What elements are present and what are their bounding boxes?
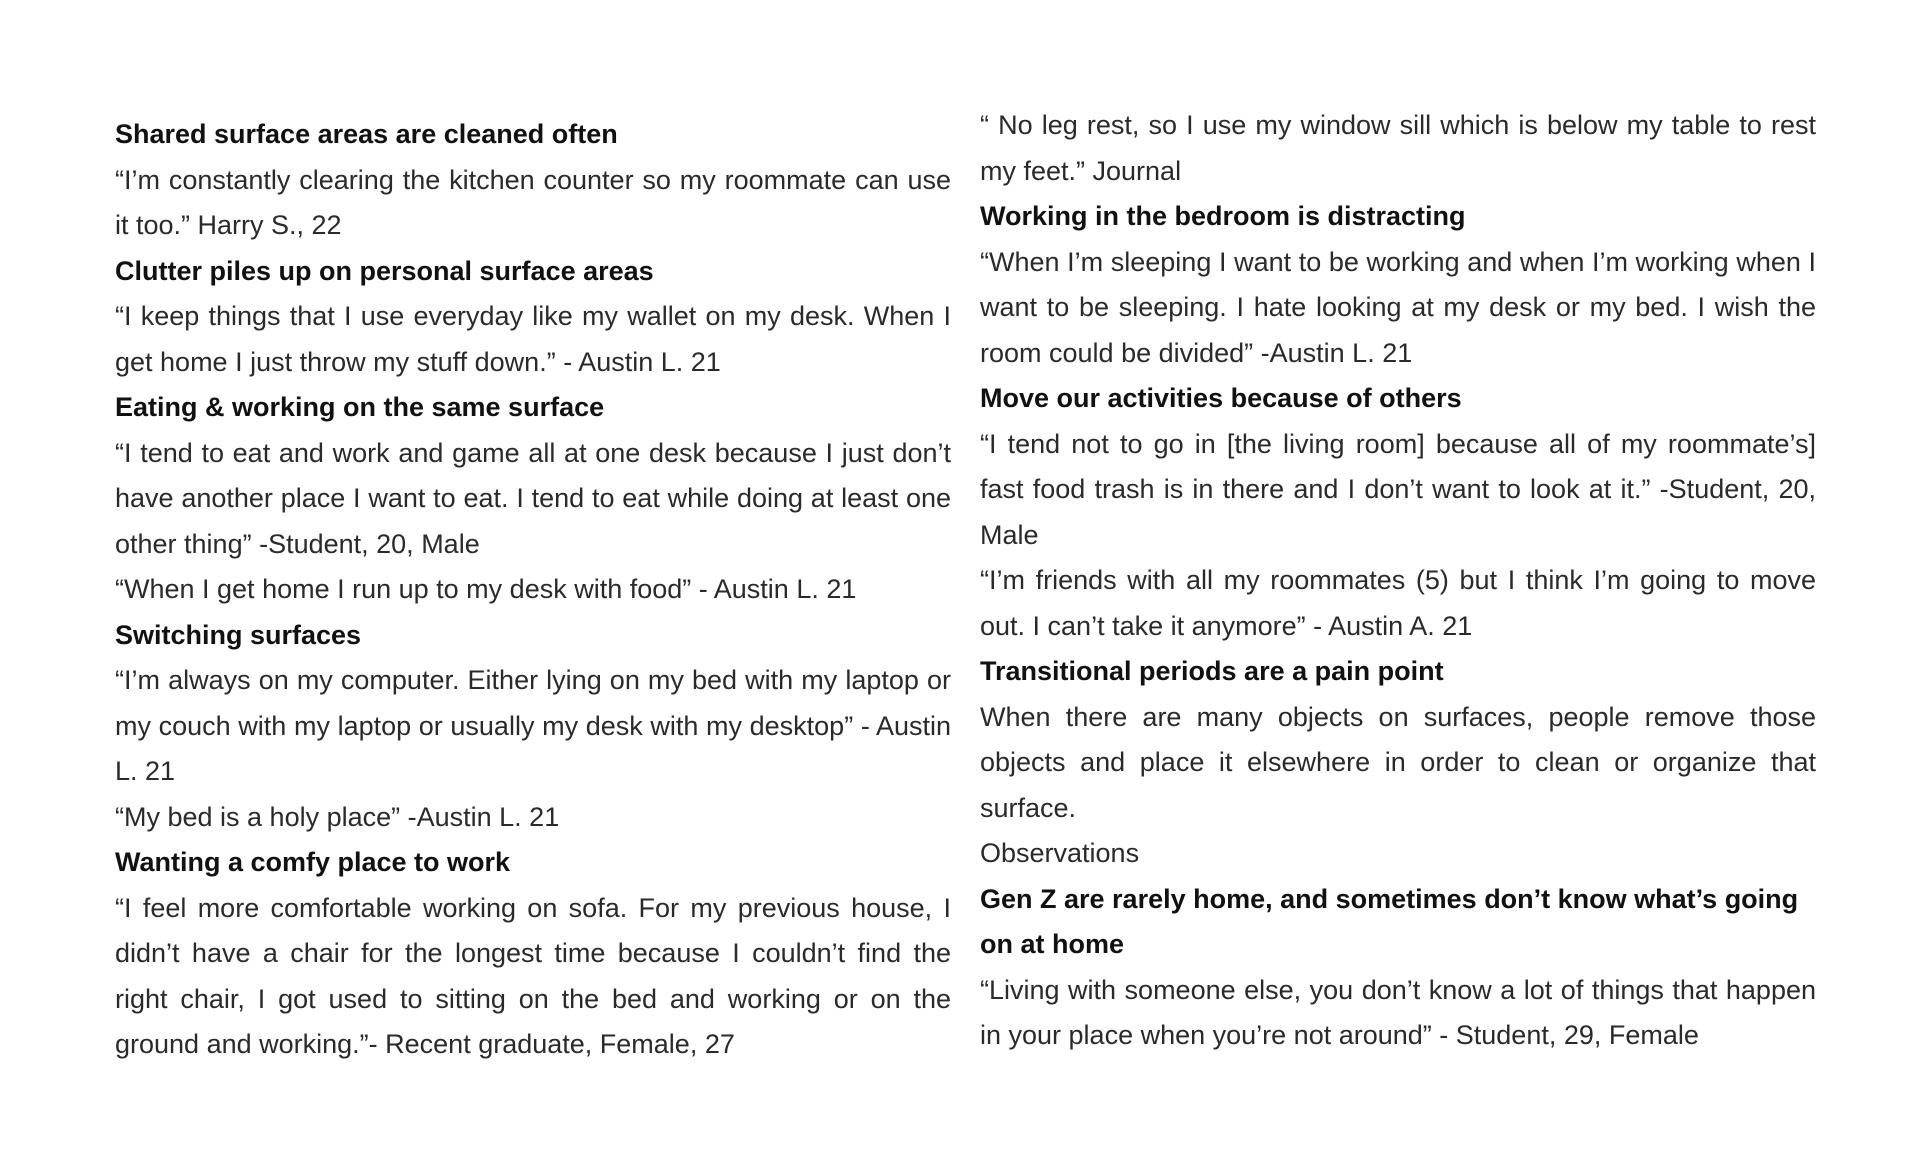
quote-paragraph: “I keep things that I use everyday like my wallet on my desk. When I get home I just throw my stuff down.” - Austin L. 21 (115, 301, 951, 377)
quote-paragraph: “When I’m sleeping I want to be working and when I’m working when I want to be sleeping. I hate looking at my desk or my bed. I wish the room could be divided” -Austin L. 21 (980, 246, 1816, 368)
quote-paragraph: “Living with someone else, you don’t know a lot of things that happen in your place when you’re not around” - Student, 29, Female (980, 974, 1816, 1050)
quote-paragraph: “When I get home I run up to my desk with food” - Austin L. 21 (115, 574, 857, 604)
quote-paragraph: “I tend not to go in [the living room] because all of my roommate’s] fast food trash is in there and I don’t want to look at it.” -Student, 20, Male (980, 428, 1816, 550)
section-heading: Wanting a comfy place to work (115, 847, 511, 877)
section-heading: Gen Z are rarely home, and sometimes don’t know what’s going on at home (980, 883, 1799, 959)
quote-paragraph: “I’m always on my computer. Either lying on my bed with my laptop or my couch with my laptop or usually my desk with my desktop” - Austin L. 21 (115, 665, 951, 786)
section-heading: Switching surfaces (115, 619, 362, 650)
section-heading: Transitional periods are a pain point (980, 656, 1444, 686)
quote-paragraph: When there are many objects on surfaces, people remove those objects and place it elsewhere in order to clean or organize that surface. (980, 701, 1816, 823)
section-heading: Move our activities because of others (980, 383, 1462, 413)
quote-paragraph: “I tend to eat and work and game all at one desk because I just don’t have another place I want to eat. I tend to eat while doing at least one other thing” -Student, 20, Male (115, 437, 951, 559)
quote-paragraph: “I’m constantly clearing the kitchen counter so my roommate can use it too.” Harry S., 22 (115, 164, 951, 240)
section-heading: Clutter piles up on personal surface areas (115, 255, 654, 286)
left-column (115, 112, 951, 1068)
quote-paragraph: “ No leg rest, so I use my window sill which is below my table to rest my feet.” Journal (980, 110, 1816, 186)
quote-paragraph: “I’m friends with all my roommates (5) but I think I’m going to move out. I can’t take it anymore” - Austin A. 21 (980, 565, 1816, 641)
quote-paragraph: “My bed is a holy place” -Austin L. 21 (115, 801, 560, 832)
section-heading: Working in the bedroom is distracting (980, 201, 1466, 231)
observations-label: Observations (980, 838, 1140, 868)
quote-paragraph: “I feel more comfortable working on sofa. For my previous house, I didn’t have a chair for the longest time because I couldn’t find the right chair, I got used to sitting on the bed and working or on the ground and working.”- Recent graduate, Female, 27 (115, 892, 951, 1059)
section-heading: Shared surface areas are cleaned often (115, 119, 618, 149)
right-column (980, 103, 1816, 1059)
section-heading: Eating & working on the same surface (115, 392, 605, 422)
